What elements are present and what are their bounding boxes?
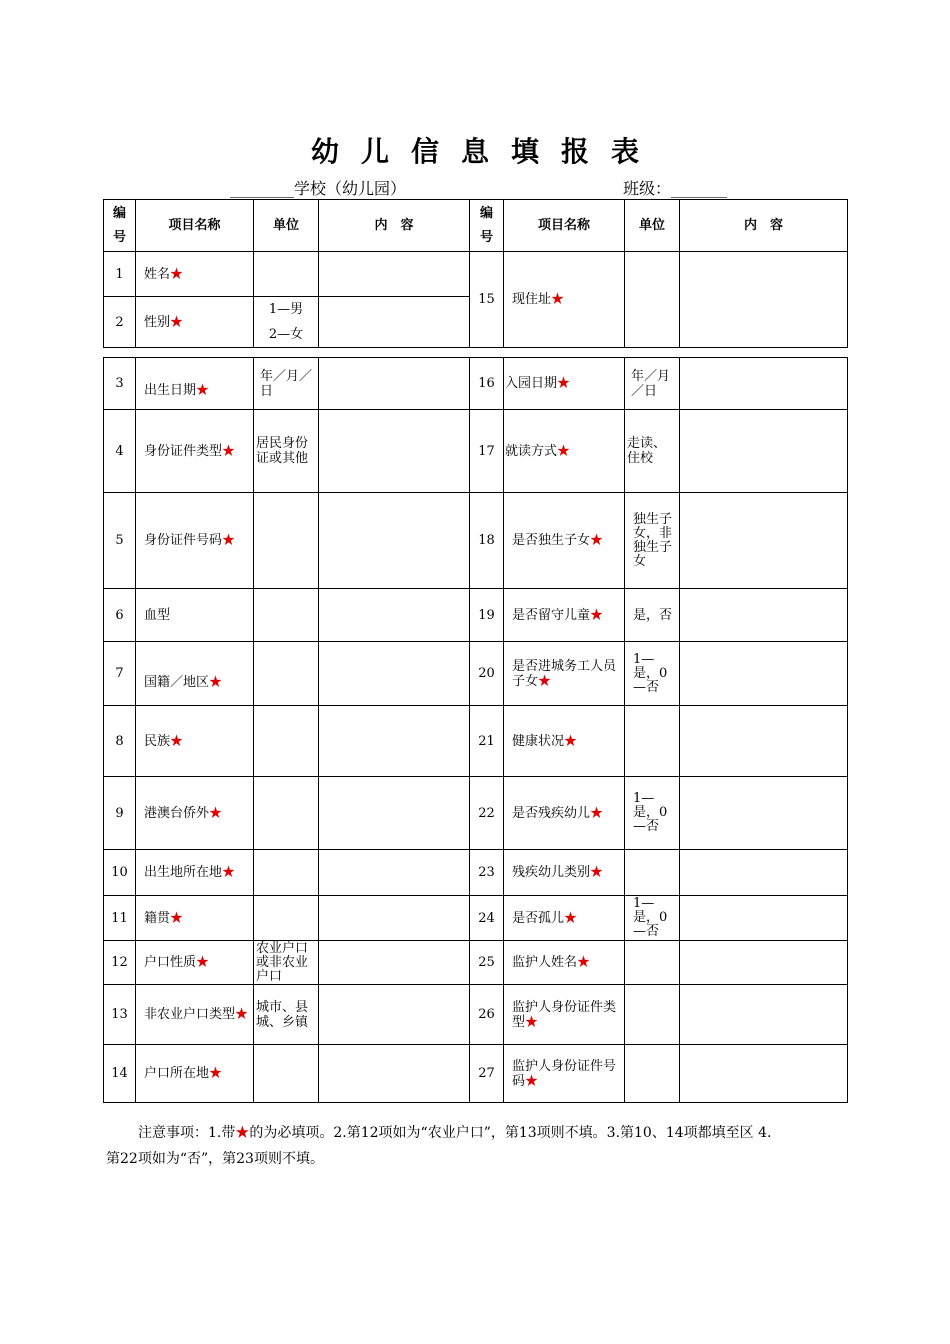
field-label-nationality: 国籍／地区★ — [136, 642, 254, 706]
content-input-overseas[interactable] — [319, 777, 470, 850]
field-label-address: 现住址★ — [504, 252, 625, 348]
row-num: 25 — [470, 941, 504, 985]
content-input-ethnicity[interactable] — [319, 706, 470, 777]
required-star-icon: ★ — [222, 533, 236, 548]
unit-orphan: 1—是，0—否 — [625, 896, 680, 941]
field-label-left-behind: 是否留守儿童★ — [504, 589, 625, 642]
unit-birthdate: 年／月／日 — [254, 358, 319, 410]
field-label-migrant-child: 是否进城务工人员子女★ — [504, 642, 625, 706]
form-title: 幼儿信息填报表 — [310, 135, 661, 168]
required-star-icon: ★ — [590, 607, 604, 623]
unit-only-child: 独生子女，非独生子女 — [625, 493, 680, 589]
content-input-hukou-type[interactable] — [319, 941, 470, 985]
required-star-icon: ★ — [222, 865, 236, 880]
required-star-icon: ★ — [557, 376, 571, 391]
unit-cell — [254, 850, 319, 896]
row-num: 4 — [104, 410, 136, 493]
row-num: 5 — [104, 493, 136, 589]
row-num: 22 — [470, 777, 504, 850]
field-label-guardian-id-number: 监护人身份证件号码★ — [504, 1045, 625, 1103]
required-star-icon: ★ — [222, 443, 236, 459]
row-num: 19 — [470, 589, 504, 642]
required-star-icon: ★ — [564, 733, 578, 749]
required-star-icon: ★ — [170, 910, 184, 926]
content-input-native-place[interactable] — [319, 896, 470, 941]
content-input-guardian-name[interactable] — [680, 941, 848, 985]
content-input-orphan[interactable] — [680, 896, 848, 941]
row-num: 1 — [104, 252, 136, 297]
field-label-only-child: 是否独生子女★ — [504, 493, 625, 589]
field-label-orphan: 是否孤儿★ — [504, 896, 625, 941]
row-num: 8 — [104, 706, 136, 777]
row-num: 11 — [104, 896, 136, 941]
content-input-id-type[interactable] — [319, 410, 470, 493]
unit-cell — [254, 642, 319, 706]
row-num: 15 — [470, 252, 504, 348]
header-content-right: 内 容 — [680, 200, 848, 252]
required-star-icon: ★ — [170, 314, 184, 330]
content-input-health[interactable] — [680, 706, 848, 777]
field-label-name: 姓名★ — [136, 252, 254, 297]
unit-enroll-date: 年／月／日 — [625, 358, 680, 410]
unit-cell — [254, 589, 319, 642]
row-num: 13 — [104, 985, 136, 1045]
row-num: 7 — [104, 642, 136, 706]
required-star-icon: ★ — [557, 443, 571, 459]
unit-cell — [625, 706, 680, 777]
unit-cell — [625, 941, 680, 985]
info-table-main — [103, 357, 848, 1103]
unit-cell — [254, 1045, 319, 1103]
field-label-id-number: 身份证件号码★ — [136, 493, 254, 589]
header-item-name-right: 项目名称 — [504, 200, 625, 252]
row-num: 26 — [470, 985, 504, 1045]
content-input-gender[interactable] — [319, 297, 470, 348]
field-label-blood-type: 血型 — [136, 589, 254, 642]
content-input-blood-type[interactable] — [319, 589, 470, 642]
content-input-name[interactable] — [319, 252, 470, 297]
content-input-birthplace[interactable] — [319, 850, 470, 896]
field-label-health: 健康状况★ — [504, 706, 625, 777]
unit-nonag-hukou-type: 城市、县城、乡镇 — [254, 985, 319, 1045]
row-num: 2 — [104, 297, 136, 348]
field-label-disabled: 是否残疾幼儿★ — [504, 777, 625, 850]
required-star-icon: ★ — [196, 383, 210, 398]
field-label-nonag-hukou-type: 非农业户口类型★ — [136, 985, 254, 1045]
field-label-birthdate: 出生日期★ — [136, 358, 254, 410]
field-label-enroll-date: 入园日期★ — [504, 358, 625, 410]
required-star-icon: ★ — [590, 865, 604, 880]
required-star-icon: ★ — [590, 805, 604, 821]
content-input-migrant-child[interactable] — [680, 642, 848, 706]
content-input-enroll-date[interactable] — [680, 358, 848, 410]
field-label-disability-type: 残疾幼儿类别★ — [504, 850, 625, 896]
required-star-icon: ★ — [590, 533, 604, 548]
unit-cell — [625, 252, 680, 348]
content-input-id-number[interactable] — [319, 493, 470, 589]
row-num: 12 — [104, 941, 136, 985]
field-label-overseas: 港澳台侨外★ — [136, 777, 254, 850]
row-num: 16 — [470, 358, 504, 410]
header-item-name: 项目名称 — [136, 200, 254, 252]
field-label-guardian-name: 监护人姓名★ — [504, 941, 625, 985]
notes-text: 注意事项：1.带★的为必填项。2.第12项如为“农业户口”，第13项则不填。3.第10、14项都填至区 4.第22项如为“否”，第23项则不填。 — [106, 1125, 772, 1167]
content-input-birthdate[interactable] — [319, 358, 470, 410]
content-input-attendance[interactable] — [680, 410, 848, 493]
row-num: 24 — [470, 896, 504, 941]
required-star-icon: ★ — [235, 1007, 249, 1022]
content-input-nationality[interactable] — [319, 642, 470, 706]
unit-cell — [625, 1045, 680, 1103]
required-star-icon: ★ — [235, 1125, 250, 1141]
content-input-hukou-location[interactable] — [319, 1045, 470, 1103]
row-num: 10 — [104, 850, 136, 896]
required-star-icon: ★ — [538, 673, 552, 689]
field-label-hukou-location: 户口所在地★ — [136, 1045, 254, 1103]
required-star-icon: ★ — [577, 955, 591, 970]
header-content: 内 容 — [319, 200, 470, 252]
unit-gender: 1—男 2—女 — [254, 297, 319, 348]
unit-cell — [254, 777, 319, 850]
unit-cell — [625, 985, 680, 1045]
unit-cell — [254, 706, 319, 777]
field-label-ethnicity: 民族★ — [136, 706, 254, 777]
content-input-only-child[interactable] — [680, 493, 848, 589]
field-label-birthplace: 出生地所在地★ — [136, 850, 254, 896]
required-star-icon: ★ — [170, 266, 184, 282]
required-star-icon: ★ — [564, 910, 578, 926]
unit-cell — [254, 896, 319, 941]
unit-attendance: 走读、住校 — [625, 410, 680, 493]
required-star-icon: ★ — [209, 675, 223, 690]
unit-hukou-type: 农业户口或非农业户口 — [254, 941, 319, 985]
unit-migrant-child: 1—是，0—否 — [625, 642, 680, 706]
row-num: 18 — [470, 493, 504, 589]
header-num-right: 编 号 — [470, 200, 504, 252]
row-num: 17 — [470, 410, 504, 493]
row-num: 27 — [470, 1045, 504, 1103]
content-input-nonag-hukou-type[interactable] — [319, 985, 470, 1045]
field-label-gender: 性别★ — [136, 297, 254, 348]
row-num: 23 — [470, 850, 504, 896]
row-num: 14 — [104, 1045, 136, 1103]
field-label-guardian-id-type: 监护人身份证件类型★ — [504, 985, 625, 1045]
unit-cell — [254, 252, 319, 297]
class-line: 班级：_______ — [623, 179, 728, 198]
required-star-icon: ★ — [170, 733, 184, 749]
school-line: ________学校（幼儿园） — [230, 179, 407, 198]
unit-cell — [625, 850, 680, 896]
required-star-icon: ★ — [209, 1066, 223, 1081]
row-num: 3 — [104, 358, 136, 410]
header-unit-right: 单位 — [625, 200, 680, 252]
field-label-hukou-type: 户口性质★ — [136, 941, 254, 985]
row-num: 6 — [104, 589, 136, 642]
content-input-left-behind[interactable] — [680, 589, 848, 642]
row-num: 9 — [104, 777, 136, 850]
field-label-native-place: 籍贯★ — [136, 896, 254, 941]
field-label-attendance: 就读方式★ — [504, 410, 625, 493]
row-num: 21 — [470, 706, 504, 777]
content-input-disability-type[interactable] — [680, 850, 848, 896]
unit-id-type: 居民身份证或其他 — [254, 410, 319, 493]
unit-cell — [254, 493, 319, 589]
content-input-guardian-id-number[interactable] — [680, 1045, 848, 1103]
content-input-address[interactable] — [680, 252, 848, 348]
content-input-disabled[interactable] — [680, 777, 848, 850]
header-num: 编 号 — [104, 200, 136, 252]
required-star-icon: ★ — [209, 805, 223, 821]
required-star-icon: ★ — [525, 1073, 539, 1089]
info-table-top — [103, 199, 848, 348]
required-star-icon: ★ — [525, 1014, 539, 1030]
header-unit: 单位 — [254, 200, 319, 252]
unit-left-behind: 是，否 — [625, 589, 680, 642]
required-star-icon: ★ — [551, 292, 565, 307]
field-label-id-type: 身份证件类型★ — [136, 410, 254, 493]
unit-disabled: 1—是，0—否 — [625, 777, 680, 850]
row-num: 20 — [470, 642, 504, 706]
required-star-icon: ★ — [196, 955, 210, 970]
content-input-guardian-id-type[interactable] — [680, 985, 848, 1045]
